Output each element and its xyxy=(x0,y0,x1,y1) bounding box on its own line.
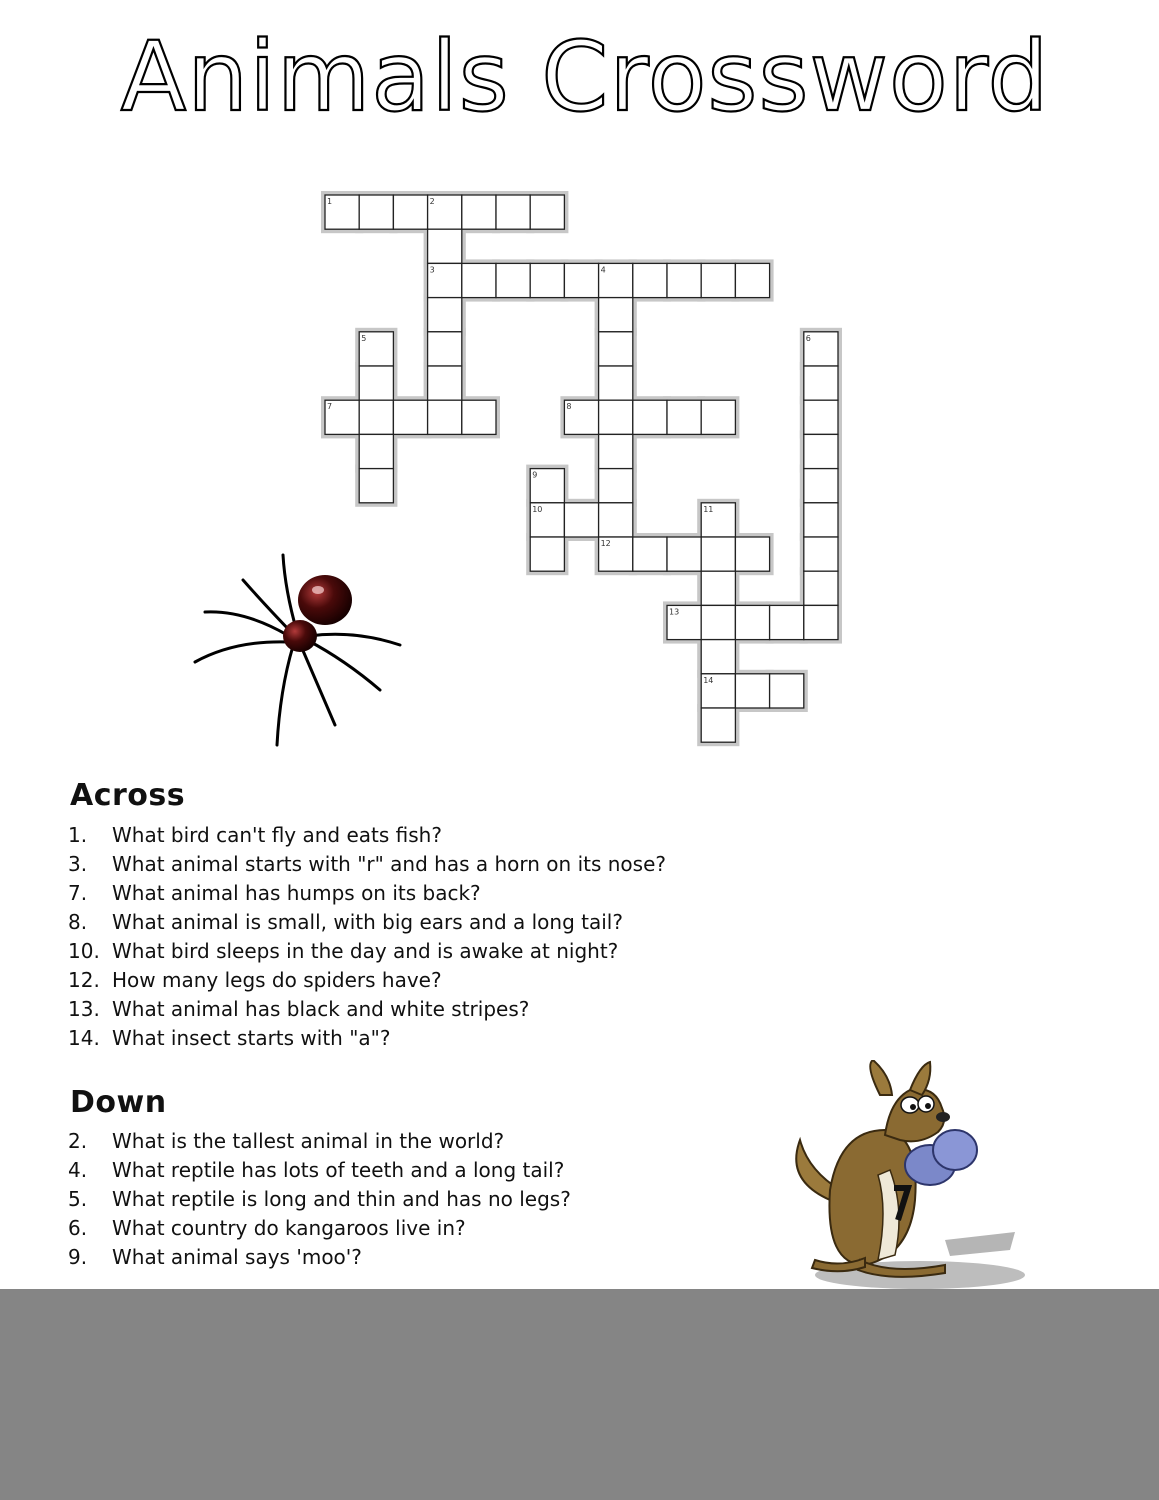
grid-cell[interactable] xyxy=(564,263,598,297)
grid-cell[interactable] xyxy=(804,503,838,537)
grid-cell[interactable] xyxy=(804,434,838,468)
grid-cell[interactable] xyxy=(701,605,735,639)
page-title-text: Animals Crossword xyxy=(120,21,1050,130)
grid-cell[interactable] xyxy=(770,605,804,639)
across-heading: Across xyxy=(70,778,186,813)
grid-cell[interactable] xyxy=(530,537,564,571)
clue-text: How many legs do spiders have? xyxy=(112,968,442,992)
clue-number-label: 9 xyxy=(532,470,538,480)
grid-cell[interactable] xyxy=(735,674,769,708)
grid-cell[interactable] xyxy=(530,263,564,297)
clue-number-label: 2 xyxy=(429,197,435,206)
grid-cell[interactable] xyxy=(359,366,393,400)
clue-number-label: 3 xyxy=(429,265,435,275)
grid-cell[interactable] xyxy=(599,469,633,503)
clue-number: 4. xyxy=(68,1158,88,1182)
clue-number: 13. xyxy=(68,997,100,1021)
clue-number-label: 6 xyxy=(805,333,811,343)
clue-text: What country do kangaroos live in? xyxy=(112,1216,466,1240)
clue-number-label: 5 xyxy=(361,333,367,343)
clue-number-label: 7 xyxy=(327,402,333,412)
grid-cell[interactable] xyxy=(633,400,667,434)
down-clue xyxy=(68,1243,571,1272)
clue-number: 12. xyxy=(68,968,100,992)
grid-cell[interactable] xyxy=(359,434,393,468)
grid-cell[interactable] xyxy=(667,400,701,434)
clue-text: What bird can't fly and eats fish? xyxy=(112,823,442,847)
grid-cell[interactable] xyxy=(359,469,393,503)
grid-cell[interactable] xyxy=(393,195,427,229)
clue-number-label: 11 xyxy=(703,504,714,514)
across-clue xyxy=(68,1024,666,1053)
clue-number: 6. xyxy=(68,1216,88,1240)
clue-number: 1. xyxy=(68,823,88,847)
clue-number: 8. xyxy=(68,910,88,934)
clue-number: 14. xyxy=(68,1026,100,1050)
clue-text: What is the tallest animal in the world? xyxy=(112,1129,505,1153)
grid-cell[interactable] xyxy=(701,571,735,605)
clue-number: 3. xyxy=(68,852,88,876)
clue-number: 9. xyxy=(68,1245,88,1269)
grid-cell[interactable] xyxy=(804,400,838,434)
grid-cell[interactable] xyxy=(701,537,735,571)
grid-cell[interactable] xyxy=(428,400,462,434)
down-clue xyxy=(68,1185,571,1214)
down-clue xyxy=(68,1127,571,1156)
clue-text: What reptile is long and thin and has no legs? xyxy=(112,1187,571,1211)
boxing-kangaroo-illustration xyxy=(770,1060,1030,1290)
clue-number: 10. xyxy=(68,939,100,963)
clue-text: What bird sleeps in the day and is awake at night? xyxy=(112,939,619,963)
across-clue xyxy=(68,995,666,1024)
grid-cell[interactable] xyxy=(735,605,769,639)
grid-cell[interactable] xyxy=(428,366,462,400)
across-clue xyxy=(68,879,666,908)
page-bottom-gray-band xyxy=(0,1289,1159,1500)
down-clue xyxy=(68,1214,571,1243)
clue-text: What insect starts with "a"? xyxy=(112,1026,391,1050)
grid-cell[interactable] xyxy=(496,195,530,229)
grid-cell[interactable] xyxy=(667,263,701,297)
across-clue xyxy=(68,908,666,937)
clue-number-label: 8 xyxy=(566,402,572,412)
across-clue xyxy=(68,937,666,966)
clue-number-label: 10 xyxy=(532,504,543,514)
grid-cell[interactable] xyxy=(735,537,769,571)
grid-cell[interactable] xyxy=(804,571,838,605)
across-clue xyxy=(68,966,666,995)
grid-cell[interactable] xyxy=(804,605,838,639)
grid-cell[interactable] xyxy=(599,298,633,332)
grid-cell[interactable] xyxy=(599,434,633,468)
clue-text: What animal has humps on its back? xyxy=(112,881,481,905)
grid-cell[interactable] xyxy=(599,400,633,434)
clue-number-label: 12 xyxy=(600,539,611,548)
clue-number: 2. xyxy=(68,1129,88,1153)
grid-cell[interactable] xyxy=(701,708,735,742)
grid-cell[interactable] xyxy=(462,263,496,297)
clue-text: What animal has black and white stripes? xyxy=(112,997,530,1021)
grid-cell[interactable] xyxy=(633,537,667,571)
grid-cell[interactable] xyxy=(701,640,735,674)
grid-cell[interactable] xyxy=(804,366,838,400)
grid-cell[interactable] xyxy=(599,366,633,400)
grid-cell[interactable] xyxy=(564,503,598,537)
clue-number-label: 1 xyxy=(327,197,333,206)
grid-cell[interactable] xyxy=(462,195,496,229)
grid-cell[interactable] xyxy=(804,469,838,503)
grid-cell[interactable] xyxy=(599,332,633,366)
clue-number-label: 14 xyxy=(703,675,714,685)
down-clue xyxy=(68,1156,571,1185)
grid-cell[interactable] xyxy=(393,400,427,434)
grid-cell[interactable] xyxy=(359,400,393,434)
grid-cell[interactable] xyxy=(530,195,564,229)
grid-cell[interactable] xyxy=(701,400,735,434)
clue-text: What animal says 'moo'? xyxy=(112,1245,362,1269)
grid-cell[interactable] xyxy=(428,298,462,332)
spider-illustration xyxy=(185,550,410,750)
down-heading: Down xyxy=(70,1085,167,1120)
clue-number: 7. xyxy=(68,881,88,905)
clue-text: What animal is small, with big ears and a long tail? xyxy=(112,910,623,934)
grid-cell[interactable] xyxy=(599,503,633,537)
page-clip xyxy=(0,1275,720,1289)
clue-number: 5. xyxy=(68,1187,88,1211)
across-clues xyxy=(68,821,666,1053)
grid-cell[interactable] xyxy=(428,229,462,263)
clue-text: What animal starts with "r" and has a horn on its nose? xyxy=(112,852,666,876)
clue-number-label: 4 xyxy=(600,265,606,275)
grid-cell[interactable] xyxy=(804,537,838,571)
clue-text: What reptile has lots of teeth and a long tail? xyxy=(112,1158,565,1182)
clue-number-label: 13 xyxy=(669,607,680,617)
grid-cell[interactable] xyxy=(428,332,462,366)
grid-cell[interactable] xyxy=(735,263,769,297)
across-clue xyxy=(68,850,666,879)
grid-cell[interactable] xyxy=(667,537,701,571)
grid-cell[interactable] xyxy=(496,263,530,297)
across-clue xyxy=(68,821,666,850)
grid-cell[interactable] xyxy=(701,263,735,297)
grid-cell[interactable] xyxy=(633,263,667,297)
grid-cell[interactable] xyxy=(770,674,804,708)
grid-cell[interactable] xyxy=(359,195,393,229)
grid-cell[interactable] xyxy=(462,400,496,434)
